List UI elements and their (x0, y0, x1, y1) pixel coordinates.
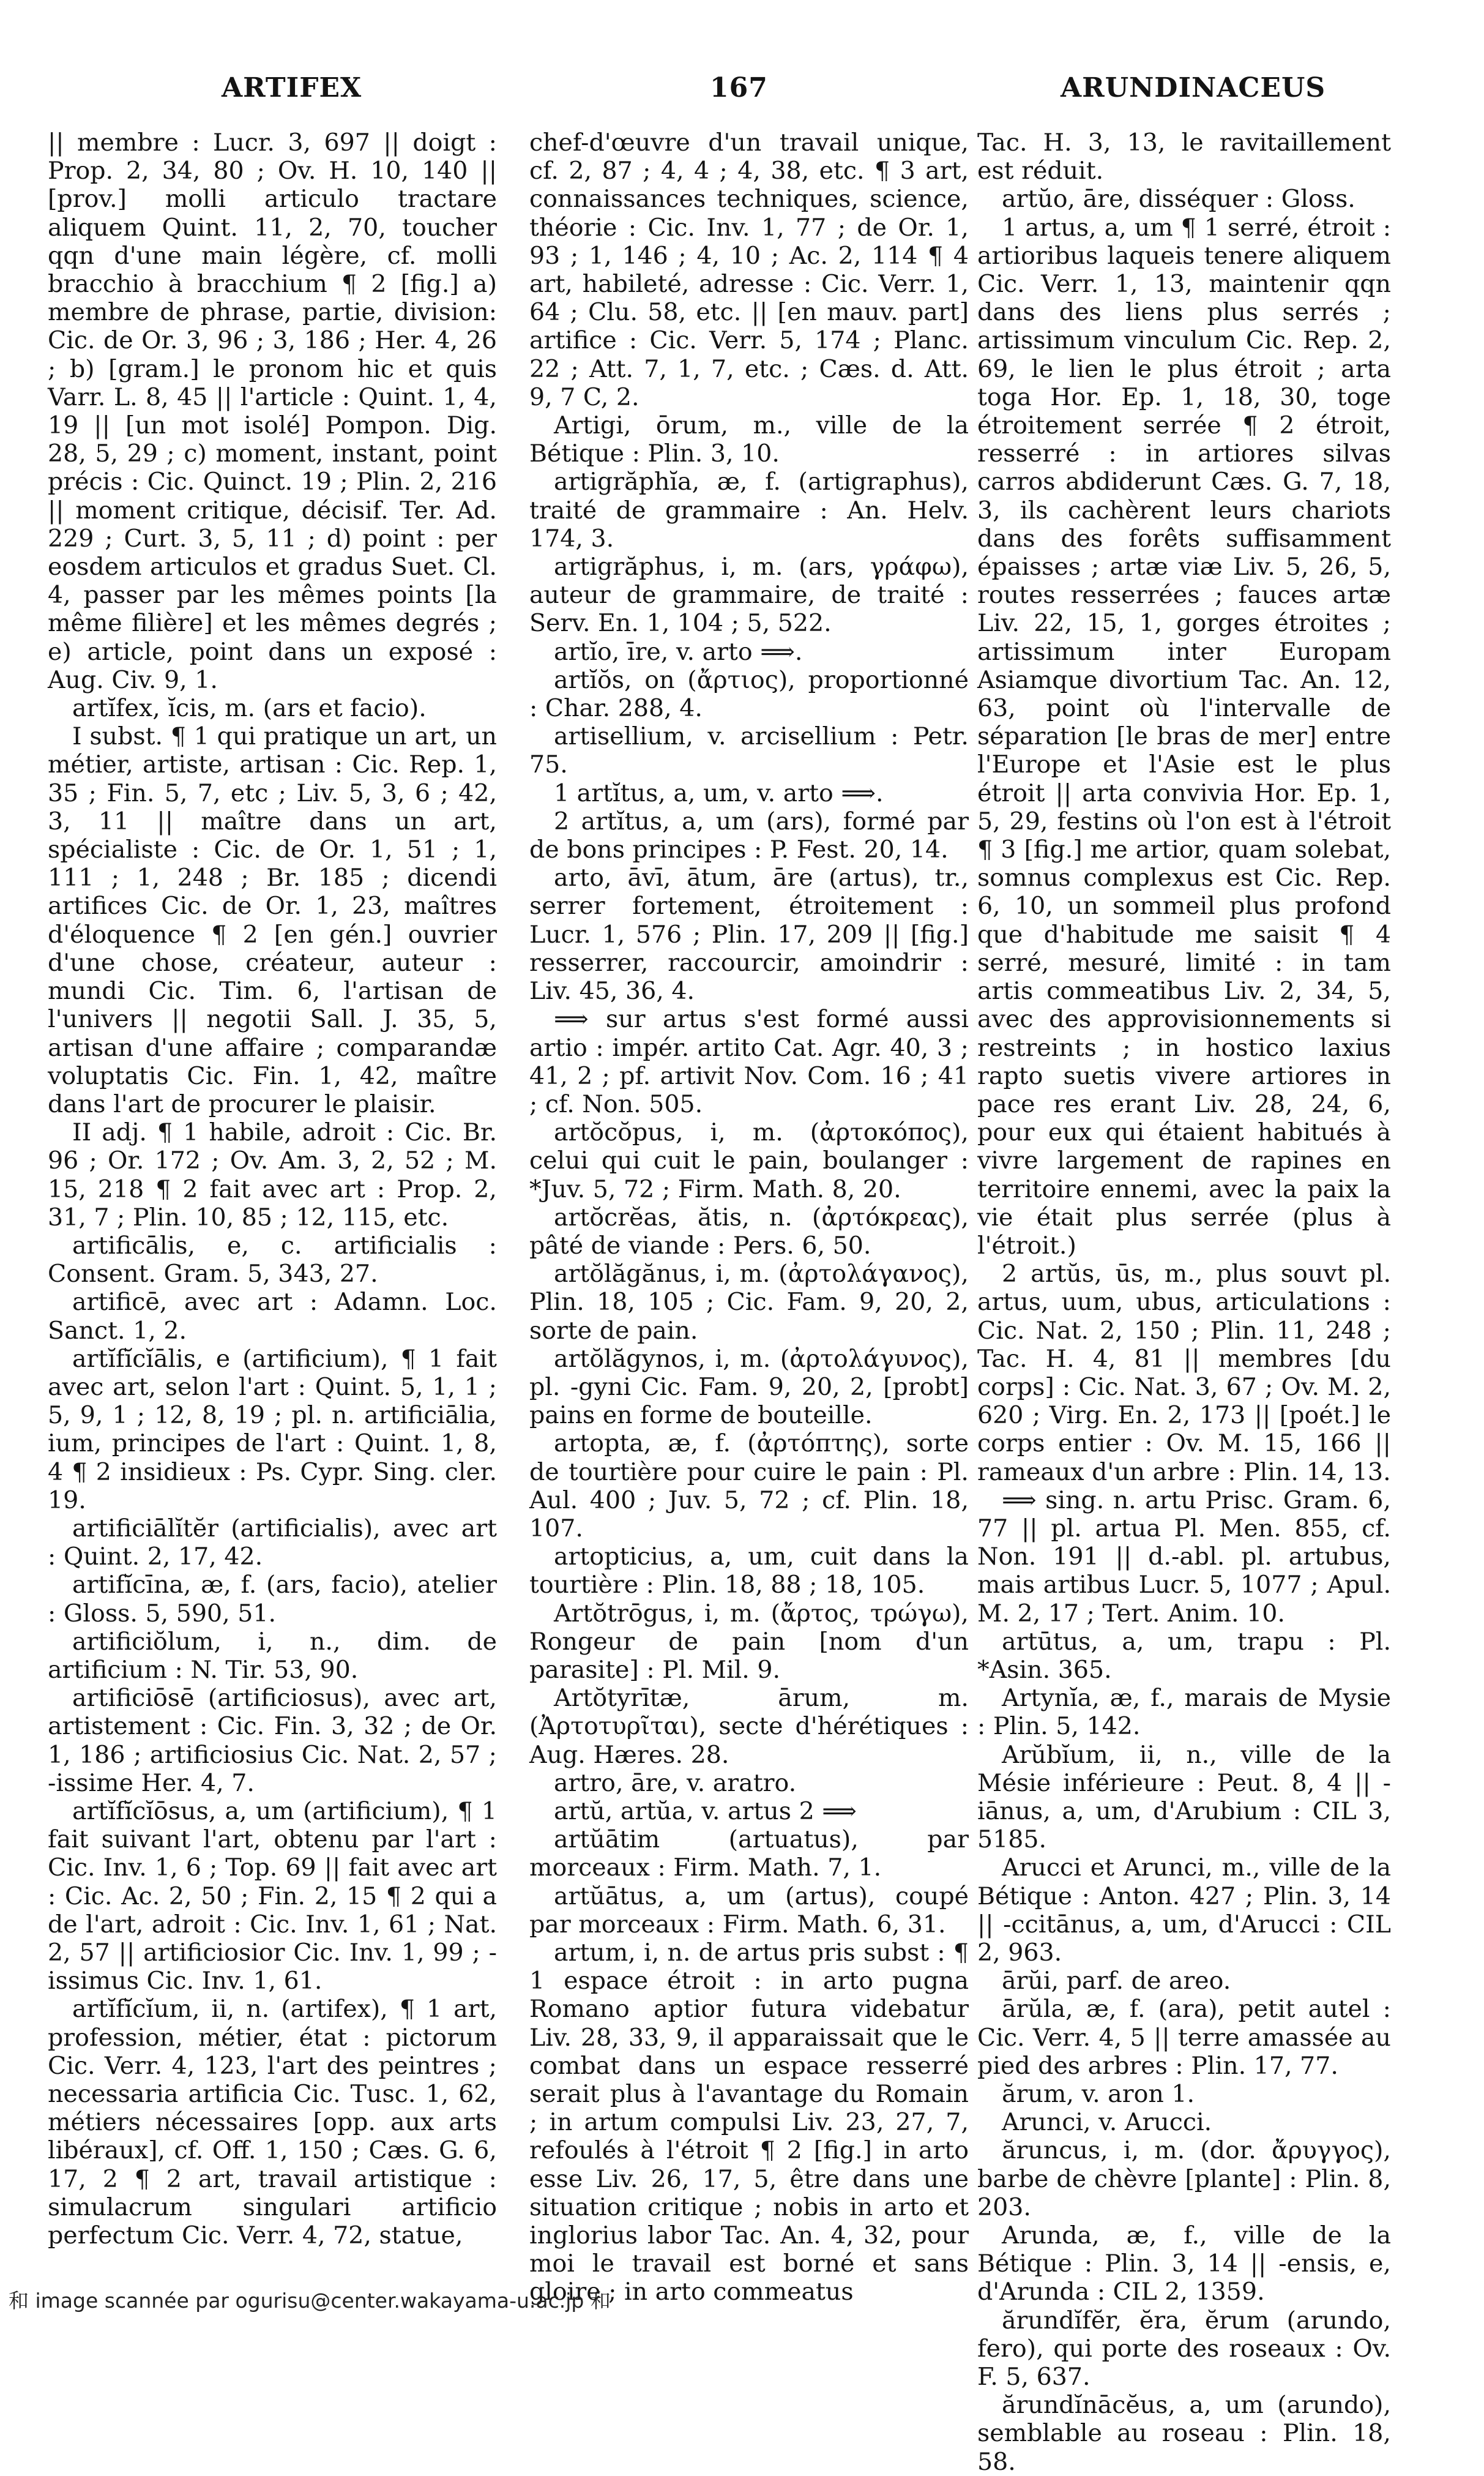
dictionary-entry: artifĭcīna, æ, f. (ars, facio), atelier : Gloss. 5, 590, 51. (48, 1571, 497, 1628)
dictionary-entry: Arunci, v. Arucci. (1002, 2108, 1212, 2137)
dictionary-entry: ārŭi, parf. de areo. (1002, 1967, 1231, 1995)
dictionary-entry: ărundĭfĕr, ĕra, ĕrum (arundo, fero), qui porte des roseaux : Ov. F. 5, 637. (977, 2306, 1391, 2392)
dictionary-entry: II adj. ¶ 1 habile, adroit : Cic. Br. 96 ; Or. 172 ; Ov. Am. 3, 2, 52 ; M. 15, 218 ¶ 2 fait avec art : Prop. 2, 31, 7 ; Plin. 10, 85 ; 12, 115, etc. (48, 1118, 497, 1232)
dictionary-entry: artĭfĭcĭōsus, a, um (artificium), ¶ 1 fait suivant l'art, obtenu par l'art : Cic. Inv. 1, 6 ; Top. 69 || fait avec art : Cic. Ac. 2, 50 ; Fin. 2, 15 ¶ 2 qui a de l'art, adroit : Cic. Inv. 1, 61 ; Nat. 2, 57 || artificiosior Cic. Inv. 1, 99 ; -issimus Cic. Inv. 1, 61. (48, 1797, 497, 1995)
dictionary-entry: Arucci et Arunci, m., ville de la Bétique : Anton. 427 ; Plin. 3, 14 || -ccitānus, a, um, d'Arucci : CIL 2, 963. (977, 1853, 1391, 1967)
dictionary-entry: ărundĭnācĕus, a, um (arundo), semblable au roseau : Plin. 18, 58. (977, 2391, 1391, 2476)
dictionary-entry: 1 artus, a, um ¶ 1 serré, étroit : artioribus laqueis tenere aliquem Cic. Verr. 1, 13, maintenir qqn dans des liens plus serrés ; artissimum vinculum Cic. Rep. 2, 69, le lien le plus étroit ; arta toga Hor. Ep. 1, 18, 30, toge étroitement serrée ¶ 2 étroit, resserré : in artiores silvas carros abdiderunt Cæs. G. 7, 18, 3, ils cachèrent leurs chariots dans des forêts suffisamment épaisses ; artæ viæ Liv. 5, 26, 5, routes resserrées ; fauces artæ Liv. 22, 15, 1, gorges étroites ; artissimum inter Europam Asiamque divortium Tac. An. 12, 63, point où l'intervalle de séparation [le bras de mer] entre l'Europe et l'Asie est le plus étroit || arta convivia Hor. Ep. 1, 5, 29, festins où l'on est à l'étroit ¶ 3 [fig.] me artior, quam solebat, somnus complexus est Cic. Rep. 6, 10, un sommeil plus profond que d'habitude me saisit ¶ 4 serré, mesuré, limité : in tam artis commeatibus Liv. 2, 34, 5, avec des approvisionnements si restreints ; in hostico laxius rapto suetis vivere artiores in pace res erant Liv. 28, 24, 6, pour eux qui étaient habitués à vivre largement de rapines en territoire ennemi, avec la paix la vie était plus serrée (plus à l'étroit.) (977, 213, 1391, 1260)
dictionary-entry: ăruncus, i, m. (dor. ἄρυγγος), barbe de chèvre [plante] : Plin. 8, 203. (977, 2136, 1391, 2221)
dictionary-entry: artĭfĭcĭālis, e (artificium), ¶ 1 fait avec art, selon l'art : Quint. 5, 1, 1 ; 5, 9, 1 ; 12, 8, 19 ; pl. n. artificiālia, ium, principes de l'art : Quint. 1, 8, 4 ¶ 2 insidieux : Ps. Cypr. Sing. cler. 19. (48, 1344, 497, 1514)
dictionary-entry: artificē, avec art : Adamn. Loc. Sanct. 1, 2. (48, 1288, 497, 1345)
dictionary-entry: ⟹ sur artus s'est formé aussi artio : impér. artito Cat. Agr. 40, 3 ; 41, 2 ; pf. artivit Nov. Com. 16 ; 41 ; cf. Non. 505. (529, 1005, 969, 1118)
dictionary-entry: ărum, v. aron 1. (1002, 2080, 1195, 2109)
dictionary-entry: artūtus, a, um, trapu : Pl. *Asin. 365. (977, 1627, 1391, 1684)
dictionary-entry: artopta, æ, f. (ἀρτόπτης), sorte de tourtière pour cuire le pain : Pl. Aul. 400 ; Juv. 5, 72 ; cf. Plin. 18, 107. (529, 1429, 969, 1543)
dictionary-entry: artĭo, īre, v. arto ⟹. (554, 637, 803, 666)
dictionary-entry: Arŭbĭum, ii, n., ville de la Mésie inférieure : Peut. 8, 4 || -iānus, a, um, d'Arubium : CIL 3, 5185. (977, 1740, 1391, 1854)
dictionary-entry: chef-d'œuvre d'un travail unique, cf. 2, 87 ; 4, 4 ; 4, 38, etc. ¶ 3 art, connaissances techniques, science, théorie : Cic. Inv. 1, 77 ; de Or. 1, 93 ; 1, 146 ; 4, 10 ; Ac. 2, 114 ¶ 4 art, habileté, adresse : Cic. Verr. 1, 64 ; Clu. 58, etc. || [en mauv. part] artifice : Cic. Verr. 5, 174 ; Planc. 22 ; Att. 7, 1, 7, etc. ; Cæs. d. Att. 9, 7 C, 2. (529, 129, 969, 411)
dictionary-entry: artigrăphus, i, m. (ars, γράφω), auteur de grammaire, de traité : Serv. En. 1, 104 ; 5, 522. (529, 553, 969, 638)
dictionary-entry: 2 artĭtus, a, um (ars), formé par de bons principes : P. Fest. 20, 14. (529, 807, 969, 864)
dictionary-entry: || membre : Lucr. 3, 697 || doigt : Prop. 2, 34, 80 ; Ov. H. 10, 140 || [prov.] molli articulo tractare aliquem Quint. 11, 2, 70, toucher qqn d'une main légère, cf. molli bracchio à bracchium ¶ 2 [fig.] a) membre de phrase, partie, division: Cic. de Or. 3, 96 ; 3, 186 ; Her. 4, 26 ; b) [gram.] le pronom hic et quis Varr. L. 8, 45 || l'article : Quint. 1, 4, 19 || [un mot isolé] Pompon. Dig. 28, 5, 29 ; c) moment, instant, point précis : Cic. Quinct. 19 ; Plin. 2, 216 || moment critique, décisif. Ter. Ad. 229 ; Curt. 3, 5, 11 ; d) point : per eosdem articulos et gradus Suet. Cl. 4, passer par les mêmes points [la même filière] et les mêmes degrés ; e) article, point dans un exposé : Aug. Civ. 9, 1. (48, 129, 497, 694)
dictionary-entry: artigrăphĭa, æ, f. (artigraphus), traité de grammaire : An. Helv. 174, 3. (529, 468, 969, 553)
dictionary-entry: artificiŏlum, i, n., dim. de artificium : N. Tir. 53, 90. (48, 1627, 497, 1684)
text-column-2 (529, 129, 969, 2306)
dictionary-entry: artĭfex, ĭcis, m. (ars et facio). (72, 694, 427, 723)
dictionary-entry: Artŏtrōgus, i, m. (ἄρτος, τρώγω), Rongeur de pain [nom d'un parasite] : Pl. Mil. 9. (529, 1599, 969, 1684)
dictionary-entry: Artynĭa, æ, f., marais de Mysie : Plin. 5, 142. (977, 1684, 1391, 1741)
dictionary-entry: Tac. H. 3, 13, le ravitaillement est réduit. (977, 129, 1391, 185)
scan-credit-footer: 和 image scannée par ogurisu@center.wakayama-u.ac.jp 和 (9, 2289, 611, 2313)
page-number: 167 (710, 72, 768, 103)
dictionary-entry: arto, āvī, ātum, āre (artus), tr., serrer fortement, étroitement : Lucr. 1, 576 ; Plin. 17, 209 || [fig.] resserrer, raccourcir, amoindrir : Liv. 45, 36, 4. (529, 864, 969, 1006)
dictionary-entry: Arunda, æ, f., ville de la Bétique : Plin. 3, 14 || -ensis, e, d'Arunda : CIL 2, 1359. (977, 2221, 1391, 2306)
dictionary-entry: artŏcŏpus, i, m. (ἀρτοκόπος), celui qui cuit le pain, boulanger : *Juv. 5, 72 ; Firm. Math. 8, 20. (529, 1118, 969, 1203)
dictionary-entry: artŭātim (artuatus), par morceaux : Firm. Math. 7, 1. (529, 1825, 969, 1882)
dictionary-entry: I subst. ¶ 1 qui pratique un art, un métier, artiste, artisan : Cic. Rep. 1, 35 ; Fin. 5, 7, etc ; Liv. 5, 3, 6 ; 42, 3, 11 || maître dans un art, spécialiste : Cic. de Or. 1, 51 ; 1, 111 ; 1, 248 ; Br. 185 ; dicendi artifices Cic. de Or. 1, 23, maîtres d'éloquence ¶ 2 [en gén.] ouvrier d'une chose, créateur, auteur : mundi Cic. Tim. 6, l'artisan de l'univers || negotii Sall. J. 35, 5, artisan d'une affaire ; comparandæ voluptatis Cic. Fin. 1, 42, maître dans l'art de procurer le plaisir. (48, 722, 497, 1118)
dictionary-entry: artificiōsē (artificiosus), avec art, artistement : Cic. Fin. 3, 32 ; de Or. 1, 186 ; artificiosius Cic. Nat. 2, 57 ; -issime Her. 4, 7. (48, 1684, 497, 1797)
text-column-1 (48, 129, 497, 2259)
dictionary-entry: 2 artŭs, ūs, m., plus souvt pl. artus, uum, ubus, articulations : Cic. Nat. 2, 150 ; Plin. 11, 248 ; Tac. H. 4, 81 || membres [du corps] : Cic. Nat. 3, 67 ; Ov. M. 2, 620 ; Virg. En. 2, 173 || [poét.] le corps entier : Ov. M. 15, 166 || rameaux d'un arbre : Plin. 14, 13. (977, 1260, 1391, 1486)
dictionary-entry: ⟹ sing. n. artu Prisc. Gram. 6, 77 || pl. artua Pl. Men. 855, cf. Non. 191 || d.-abl. pl. artubus, mais artibus Lucr. 5, 1077 ; Apul. M. 2, 17 ; Tert. Anim. 10. (977, 1486, 1391, 1628)
dictionary-entry: Artŏtyrītæ, ārum, m. (Ἀρτοτυρῖται), secte d'hérétiques : Aug. Hæres. 28. (529, 1684, 969, 1769)
header-right-word: ARUNDINACEUS (1061, 72, 1326, 103)
dictionary-entry: artisellium, v. arcisellium : Petr. 75. (529, 722, 969, 779)
dictionary-entry: artificiālĭtĕr (artificialis), avec art : Quint. 2, 17, 42. (48, 1514, 497, 1571)
dictionary-entry: artŏcrĕas, ătis, n. (ἀρτόκρεας), pâté de viande : Pers. 6, 50. (529, 1203, 969, 1260)
dictionary-entry: artŭo, āre, disséquer : Gloss. (1002, 185, 1355, 214)
dictionary-entry: artĭŏs, on (ἄρτιος), proportionné : Char. 288, 4. (529, 665, 969, 723)
dictionary-entry: artro, āre, v. aratro. (554, 1768, 797, 1797)
dictionary-entry: artopticius, a, um, cuit dans la tourtière : Plin. 18, 88 ; 18, 105. (529, 1543, 969, 1599)
text-column-3 (977, 129, 1391, 2476)
dictionary-entry: artificālis, e, c. artificialis : Consent. Gram. 5, 343, 27. (48, 1231, 497, 1288)
dictionary-entry: artŏlăgynos, i, m. (ἀρτολάγυνος), pl. -gyni Cic. Fam. 9, 20, 2, [probt] pains en forme de bouteille. (529, 1344, 969, 1430)
dictionary-entry: 1 artĭtus, a, um, v. arto ⟹. (554, 779, 884, 807)
dictionary-entry: ārŭla, æ, f. (ara), petit autel : Cic. Verr. 4, 5 || terre amassée au pied des arbres : Plin. 17, 77. (977, 1995, 1391, 2080)
dictionary-entry: artŭātus, a, um (artus), coupé par morceaux : Firm. Math. 6, 31. (529, 1882, 969, 1939)
dictionary-entry: Artigi, ōrum, m., ville de la Bétique : Plin. 3, 10. (529, 411, 969, 468)
header-left-word: ARTIFEX (222, 72, 362, 103)
dictionary-entry: artŭ, artŭa, v. artus 2 ⟹ (554, 1797, 857, 1825)
dictionary-entry: artum, i, n. de artus pris subst : ¶ 1 espace étroit : in arto pugna Romano aptior futura videbatur Liv. 28, 33, 9, il apparaissait que le combat dans un espace resserré serait plus à l'avantage du Romain ; in artum compulsi Liv. 23, 27, 7, refoulés à l'étroit ¶ 2 [fig.] in arto esse Liv. 26, 17, 5, être dans une situation critique ; nobis in arto et inglorius labor Tac. An. 4, 32, pour moi le travail est borné et sans gloire ; in arto commeatus (529, 1939, 969, 2306)
dictionary-entry: artŏlăgănus, i, m. (ἀρτολάγανος), Plin. 18, 105 ; Cic. Fam. 9, 20, 2, sorte de pain. (529, 1260, 969, 1345)
dictionary-entry: artĭfĭcĭum, ii, n. (artifex), ¶ 1 art, profession, métier, état : pictorum Cic. Verr. 4, 123, l'art des peintres ; necessaria artificia Cic. Tusc. 1, 62, métiers nécessaires [opp. aux arts libéraux], cf. Off. 1, 150 ; Cæs. G. 6, 17, 2 ¶ 2 art, travail artistique : simulacrum singulari artificio perfectum Cic. Verr. 4, 72, statue, (48, 1995, 497, 2250)
